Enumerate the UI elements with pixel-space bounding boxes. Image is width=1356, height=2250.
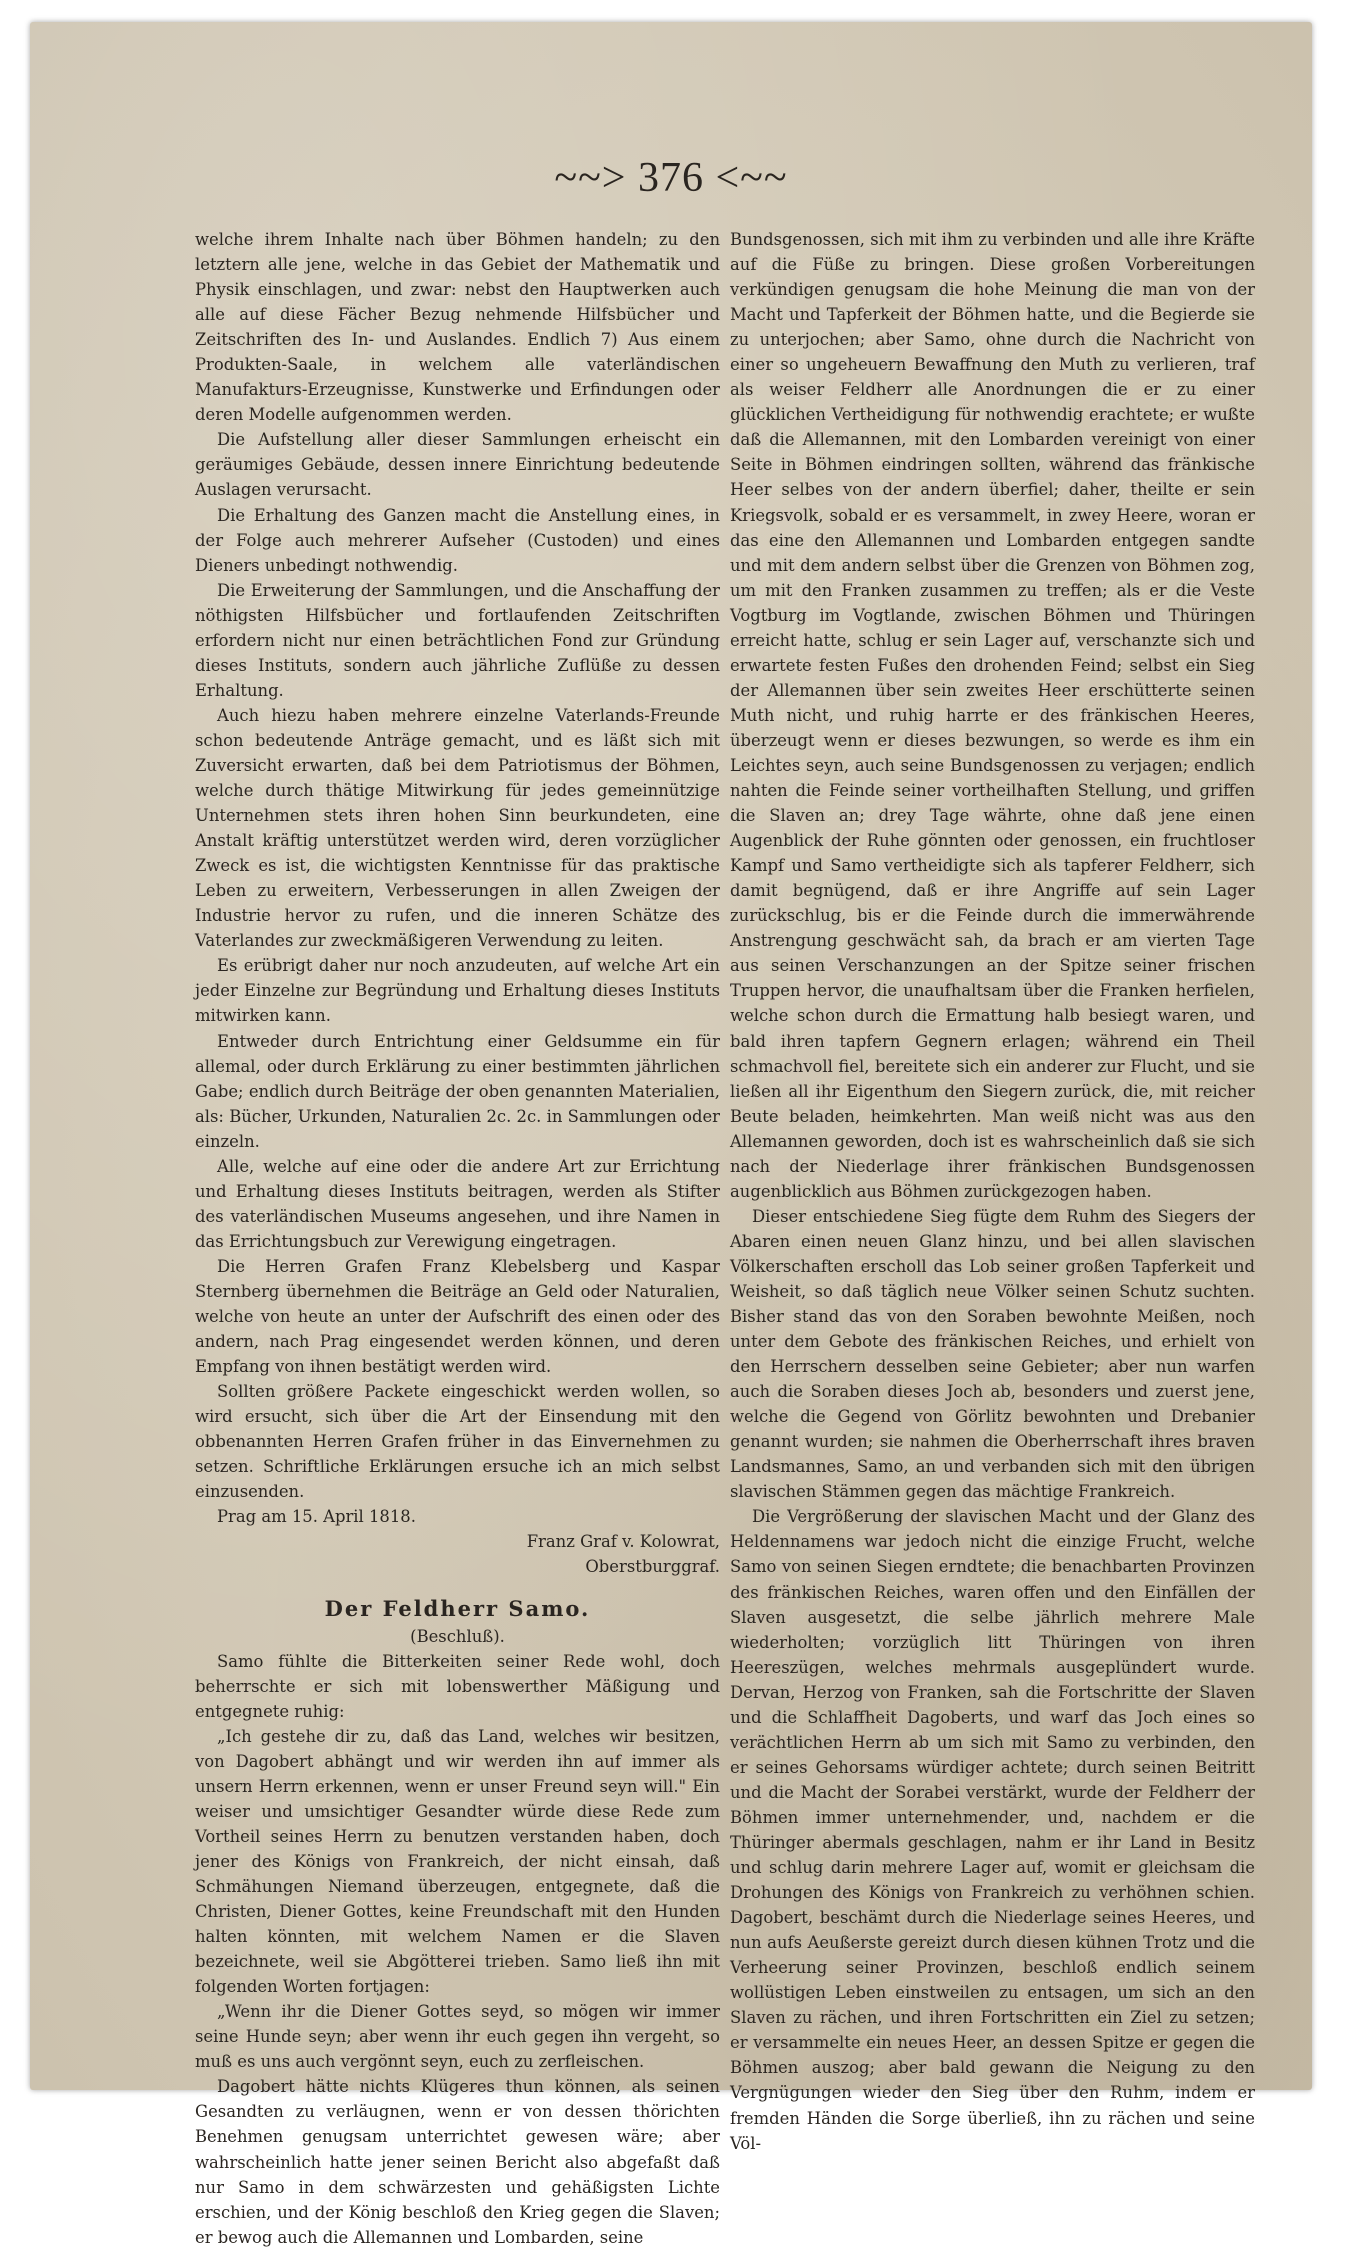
paragraph: Die Erhaltung des Ganzen macht die Anstellung eines, in der Folge auch mehrerer Aufseher (Custoden) und eines Dieners unbedingt nothwendig. <box>195 505 720 575</box>
left-column <box>195 227 720 2250</box>
page-number: ~~> 376 <~~ <box>554 155 788 201</box>
paragraph: Entweder durch Entrichtung einer Geldsumme ein für allemal, oder durch Erklärung zu einer bestimmten jährlichen Gabe; endlich durch Beiträge der oben genannten Materialien, als: Bücher, Urkunden, Naturalien 2c. 2c. in Sammlungen oder einzeln. <box>195 1031 720 1151</box>
paragraph: Dieser entschiedene Sieg fügte dem Ruhm des Siegers der Abaren einen neuen Glanz hinzu, und bei allen slavischen Völkerschaften erscholl das Lob seiner großen Tapferkeit und Weisheit, so daß täglich neue Völker seinen Schutz suchten. Bisher stand das von den Soraben bewohnte Meißen, noch unter dem Gebote des fränkischen Reiches, und erhielt von den Herrschern desselben seine Gebieter; aber nun warfen auch die Soraben dieses Joch ab, besonders und zuerst jene, welche die Gegend von Görlitz bewohnten und Drebanier genannt wurden; sie nahmen die Oberherrschaft ihres braven Landsmannes, Samo, an und verbanden sich mit den übrigen slavischen Stämmen gegen das mächtige Frankreich. <box>730 1206 1255 1502</box>
article-heading: Der Feldherr Samo. <box>324 1595 591 1621</box>
paragraph: Alle, welche auf eine oder die andere Art zur Errichtung und Erhaltung dieses Instituts beitragen, werden als Stifter des vaterländischen Museums angesehen, und ihre Namen in das Errichtungsbuch zur Verewigung eingetragen. <box>195 1156 720 1251</box>
newspaper-page <box>30 22 1312 2247</box>
paragraph: Es erübrigt daher nur noch anzudeuten, auf welche Art ein jeder Einzelne zur Begründung und Erhaltung dieses Instituts mitwirken kann. <box>195 956 720 1026</box>
signature: Franz Graf v. Kolowrat, <box>526 1532 720 1552</box>
paragraph: Samo fühlte die Bitterkeiten seiner Rede wohl, doch beherrschte er sich mit lobenswerther Mäßigung und entgegnete ruhig: <box>195 1651 720 1721</box>
paragraph: Auch hiezu haben mehrere einzelne Vaterlands-Freunde schon bedeutende Anträge gemacht, und es läßt sich mit Zuversicht erwarten, daß bei dem Patriotismus der Böhmen, welche durch thätige Mitwirkung für jedes gemeinnützige Unternehmen stets ihren hohen Sinn beurkundeten, eine Anstalt kräftig unterstützet werden wird, deren vorzüglicher Zweck es ist, die wichtigsten Kenntnisse für das praktische Leben zu erweitern, Verbesserungen in allen Zweigen der Industrie hervor zu rufen, und die inneren Schätze des Vaterlandes zur zweckmäßigeren Verwendung zu leiten. <box>195 705 720 951</box>
paragraph: Bundsgenossen, sich mit ihm zu verbinden und alle ihre Kräfte auf die Füße zu bringen. Diese großen Vorbereitungen verkündigen genugsam die hohe Meinung die man von der Macht und Tapferkeit der Böhmen hatte, und die Begierde sie zu unterjochen; aber Samo, ohne durch die Nachricht von einer so ungeheuern Bewaffnung den Muth zu verlieren, traf als weiser Feldherr alle Anordnungen die er zu einer glücklichen Vertheidigung für nothwendig erachtete; er wußte daß die Allemannen, mit den Lombarden vereinigt von einer Seite in Böhmen eindringen sollten, während das fränkische Heer selbes von der andern überfiel; daher, theilte er sein Kriegsvolk, sobald er es versammelt, in zwey Heere, woran er das eine den Allemannen und Lombarden entgegen sandte und mit dem andern selbst über die Grenzen von Böhmen zog, um mit den Franken zusammen zu treffen; als er die Veste Vogtburg im Vogtlande, zwischen Böhmen und Thüringen erreicht hatte, schlug er sein Lager auf, verschanzte sich und erwartete festen Fußes den drohenden Feind; selbst ein Sieg der Allemannen über sein zweites Heer erschütterte seinen Muth nicht, und ruhig harrte er des fränkischen Heeres, überzeugt wenn er dieses bezwungen, so werde es ihm ein Leichtes seyn, auch seine Bundsgenossen zu verjagen; endlich nahten die Feinde seiner vortheilhaften Stellung, und griffen die Slaven an; drey Tage währte, ohne daß jene einen Augenblick der Ruhe gönnten oder genossen, ein fruchtloser Kampf und Samo vertheidigte sich als tapferer Feldherr, sich damit begnügend, daß er ihre Angriffe auf sein Lager zurückschlug, bis er die Feinde durch die immerwährende Anstrengung geschwächt sah, da brach er am vierten Tage aus seinen Verschanzungen an der Spitze seiner frischen Truppen hervor, die unaufhaltsam über die Franken herfielen, welche schon durch die Ermattung halb besiegt waren, und bald ihren tapfern Gegnern erlagen; während ein Theil schmachvoll fiel, bereitete sich ein anderer zur Flucht, und sie ließen all ihr Eigenthum den Siegern zurück, die, mit reicher Beute beladen, heimkehrten. Man weiß nicht was aus den Allemannen geworden, doch ist es wahrscheinlich daß sie sich nach der Niederlage ihrer fränkischen Bundsgenossen augenblicklich aus Böhmen zurückgezogen haben. <box>730 230 1255 1201</box>
paragraph: Die Aufstellung aller dieser Sammlungen erheischt ein geräumiges Gebäude, dessen innere Einrichtung bedeutende Auslagen verursacht. <box>195 430 720 500</box>
date-line: Prag am 15. April 1818. <box>217 1507 416 1527</box>
paragraph: „Wenn ihr die Diener Gottes seyd, so mögen wir immer seine Hunde seyn; aber wenn ihr euch gegen ihn vergeht, so muß es uns auch vergönnt seyn, euch zu zerfleischen. <box>195 2002 720 2072</box>
signature-title: Oberstburggraf. <box>585 1557 720 1577</box>
paragraph: Die Erweiterung der Sammlungen, und die Anschaffung der nöthigsten Hilfsbücher und fortlaufenden Zeitschriften erfordern nicht nur einen beträchtlichen Fond zur Gründung dieses Instituts, sondern auch jährliche Zuflüße zu dessen Erhaltung. <box>195 580 720 700</box>
paragraph: Die Herren Grafen Franz Klebelsberg und Kaspar Sternberg übernehmen die Beiträge an Geld oder Naturalien, welche von heute an unter der Aufschrift des einen oder des andern, nach Prag eingesendet werden können, und deren Empfang von ihnen bestätigt werden wird. <box>195 1256 720 1377</box>
paragraph: Die Vergrößerung der slavischen Macht und der Glanz des Heldennamens war jedoch nicht die einzige Frucht, welche Samo von seinen Siegen erndtete; die benachbarten Provinzen des fränkischen Reiches, waren offen und den Einfällen der Slaven ausgesetzt, die selbe jährlich mehrere Male wiederholten; vorzüglich litt Thüringen von ihren Heereszügen, welches mehrmals ausgeplündert wurde. Dervan, Herzog von Franken, sah die Fortschritte der Slaven und die Schlaffheit Dagoberts, und warf das Joch eines so verächtlichen Herrn ab um sich mit Samo zu verbinden, den er seines Gehorsams würdiger achtete; durch seinen Beitritt und die Macht der Sorabei verstärkt, wurde der Feldherr der Böhmen immer unternehmender, und, nachdem er die Thüringer abermals geschlagen, nahm er ihr Land in Besitz und schlug darin mehrere Lager auf, womit er gleichsam die Drohungen des Königs von Frankreich zu verhöhnen schien. Dagobert, beschämt durch die Niederlage seines Heeres, und nun aufs Aeußerste gereizt durch diesen kühnen Trotz und die Verheerung seiner Provinzen, beschloß endlich seinem wollüstigen Leben einstweilen zu entsagen, um sich an den Slaven zu rächen, und ihren Fortschritten ein Ziel zu setzen; er versammelte ein neues Heer, an dessen Spitze er gegen die Böhmen auszog; aber bald gewann die Neigung zu den Vergnügungen wieder den Sieg über den Ruhm, indem er fremden Händen die Sorge überließ, ihn zu rächen und seine Völ- <box>730 1507 1255 2153</box>
paragraph: welche ihrem Inhalte nach über Böhmen handeln; zu den letztern alle jene, welche in das Gebiet der Mathematik und Physik einschlagen, und zwar: nebst den Hauptwerken auch alle auf diese Fächer Bezug nehmende Hilfsbücher und Zeitschriften des In- und Auslandes. Endlich 7) Aus einem Produkten-Saale, in welchem alle vaterländischen Manufakturs-Erzeugnisse, Kunstwerke und Erfindungen oder deren Modelle aufgenommen werden. <box>195 230 720 425</box>
article-subheading: (Beschluß). <box>410 1626 505 1646</box>
paragraph: Dagobert hätte nichts Klügeres thun können, als seinen Gesandten zu verläugnen, wenn er von dessen thörichten Benehmen genugsam unterrichtet gewesen wäre; aber wahrscheinlich hatte jener seinen Bericht also abgefaßt daß nur Samo in dem schwärzesten und gehäßigsten Lichte erschien, und der König beschloß den Krieg gegen die Slaven; er bewog auch die Allemannen und Lombarden, seine <box>195 2077 720 2247</box>
right-column <box>730 227 1255 2156</box>
paragraph: Sollten größere Packete eingeschickt werden wollen, so wird ersucht, sich über die Art der Einsendung mit den obbenannten Herren Grafen früher in das Einvernehmen zu setzen. Schriftliche Erklärungen ersuche ich an mich selbst einzusenden. <box>195 1382 720 1502</box>
paragraph: „Ich gestehe dir zu, daß das Land, welches wir besitzen, von Dagobert abhängt und wir werden ihn auf immer als unsern Herrn erkennen, wenn er unser Freund seyn will." Ein weiser und umsichtiger Gesandter würde diese Rede zum Vortheil seines Herrn zu benutzen verstanden haben, doch jener des Königs von Frankreich, der nicht einsah, daß Schmähungen Niemand überzeugen, entgegnete, daß die Christen, Diener Gottes, keine Freundschaft mit den Hunden halten könnten, mit welchem Namen er die Slaven bezeichnete, weil sie Abgötterei trieben. Samo ließ ihn mit folgenden Worten fortjagen: <box>195 1726 720 1997</box>
